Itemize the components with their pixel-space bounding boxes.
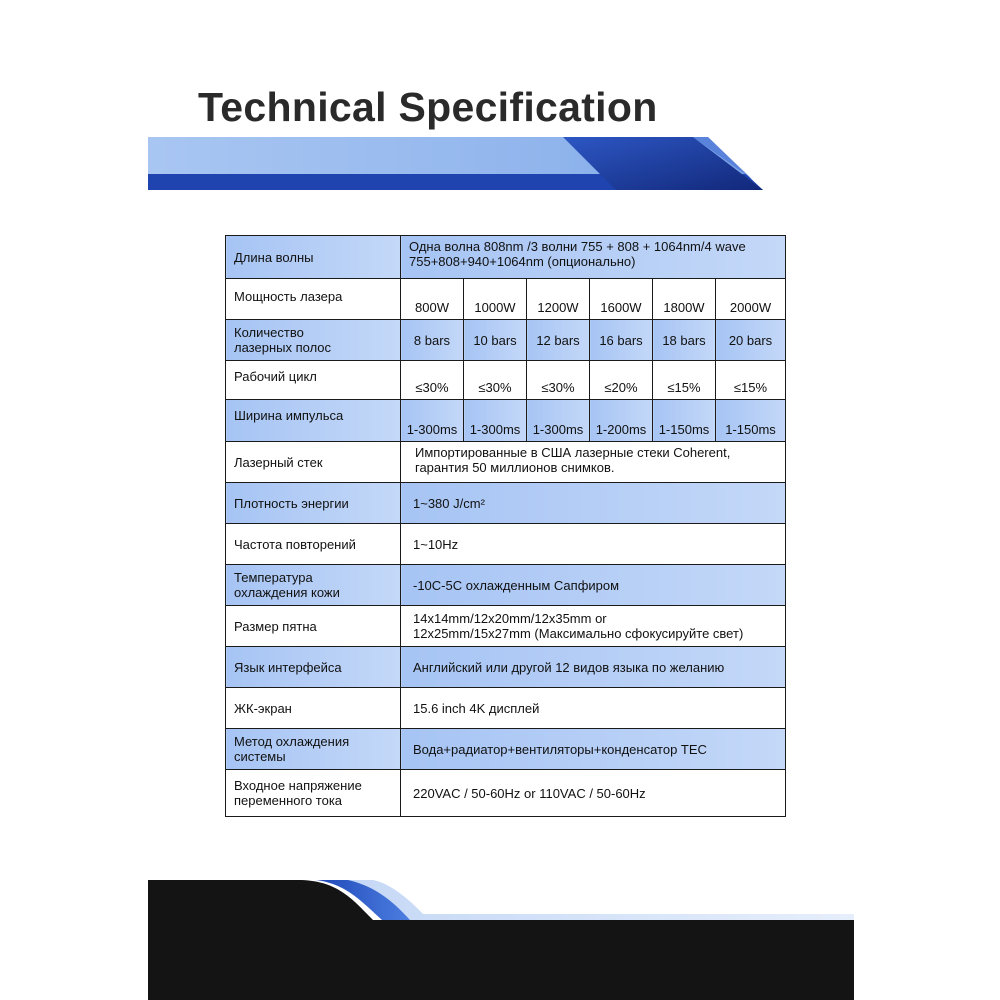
duty-value: ≤30% xyxy=(464,361,527,400)
spec-table xyxy=(225,235,786,817)
label-frequency: Частота повторений xyxy=(226,524,401,565)
value-temperature: -10C-5C охлажденным Сапфиром xyxy=(401,565,786,606)
duty-value: ≤20% xyxy=(590,361,653,400)
label-voltage-line2: переменного тока xyxy=(234,793,343,808)
value-wavelength-line1: Одна волна 808nm /3 волни 755 + 808 + 1064nm/4 wave xyxy=(409,239,746,254)
value-cooling: Вода+радиатор+вентиляторы+конденсатор TEC xyxy=(401,729,786,770)
duty-value: ≤30% xyxy=(527,361,590,400)
label-temperature-line2: охлаждения кожи xyxy=(234,585,340,600)
row-energy xyxy=(226,483,786,524)
row-pulse xyxy=(226,400,786,442)
label-temperature xyxy=(226,565,401,606)
row-lcd xyxy=(226,688,786,729)
row-duty xyxy=(226,361,786,400)
label-wavelength: Длина волны xyxy=(226,236,401,279)
label-power: Мощность лазера xyxy=(226,279,401,320)
pulse-value: 1-300ms xyxy=(527,400,590,442)
label-bars xyxy=(226,320,401,361)
row-wavelength xyxy=(226,236,786,279)
label-bars-line1: Количество xyxy=(234,325,304,340)
value-stack-line2: гарантия 50 миллионов снимков. xyxy=(415,460,615,475)
bars-value: 8 bars xyxy=(401,320,464,361)
label-stack: Лазерный стек xyxy=(226,442,401,483)
label-cooling xyxy=(226,729,401,770)
value-stack xyxy=(401,442,786,483)
value-language: Английский или другой 12 видов языка по желанию xyxy=(401,647,786,688)
label-cooling-line2: системы xyxy=(234,749,286,764)
power-value: 800W xyxy=(401,279,464,320)
label-bars-line2: лазерных полос xyxy=(234,340,332,355)
row-frequency xyxy=(226,524,786,565)
row-stack xyxy=(226,442,786,483)
bars-value: 16 bars xyxy=(590,320,653,361)
row-bars xyxy=(226,320,786,361)
row-voltage xyxy=(226,770,786,817)
pulse-value: 1-150ms xyxy=(653,400,716,442)
power-value: 1200W xyxy=(527,279,590,320)
label-voltage xyxy=(226,770,401,817)
label-pulse: Ширина импульса xyxy=(226,400,401,442)
power-value: 1000W xyxy=(464,279,527,320)
row-cooling xyxy=(226,729,786,770)
bars-value: 18 bars xyxy=(653,320,716,361)
value-energy: 1~380 J/cm² xyxy=(401,483,786,524)
value-spot-line2: 12x25mm/15x27mm (Максимально сфокусируйте свет) xyxy=(413,626,744,641)
label-cooling-line1: Метод охлаждения xyxy=(234,734,350,749)
power-value: 1800W xyxy=(653,279,716,320)
value-spot xyxy=(401,606,786,647)
page-title: Technical Specification xyxy=(198,84,658,130)
value-wavelength xyxy=(401,236,786,279)
value-stack-line1: Импортированные в США лазерные стеки Coherent, xyxy=(415,445,731,460)
power-value: 2000W xyxy=(716,279,786,320)
label-duty: Рабочий цикл xyxy=(226,361,401,400)
pulse-value: 1-300ms xyxy=(464,400,527,442)
label-language: Язык интерфейса xyxy=(226,647,401,688)
label-voltage-line1: Входное напряжение xyxy=(234,778,362,793)
label-energy: Плотность энергии xyxy=(226,483,401,524)
bars-value: 10 bars xyxy=(464,320,527,361)
header-banner xyxy=(148,137,763,191)
value-lcd: 15.6 inch 4K дисплей xyxy=(401,688,786,729)
row-spot xyxy=(226,606,786,647)
duty-value: ≤30% xyxy=(401,361,464,400)
power-value: 1600W xyxy=(590,279,653,320)
value-wavelength-line2: 755+808+940+1064nm (опционально) xyxy=(409,254,636,269)
value-voltage: 220VAC / 50-60Hz or 110VAC / 50-60Hz xyxy=(401,770,786,817)
pulse-value: 1-300ms xyxy=(401,400,464,442)
label-temperature-line1: Температура xyxy=(234,570,313,585)
pulse-value: 1-200ms xyxy=(590,400,653,442)
duty-value: ≤15% xyxy=(716,361,786,400)
row-temperature xyxy=(226,565,786,606)
value-spot-line1: 14x14mm/12x20mm/12x35mm or xyxy=(413,611,607,626)
footer-band xyxy=(148,880,854,1000)
row-language xyxy=(226,647,786,688)
bars-value: 20 bars xyxy=(716,320,786,361)
label-spot: Размер пятна xyxy=(226,606,401,647)
duty-value: ≤15% xyxy=(653,361,716,400)
label-lcd: ЖК-экран xyxy=(226,688,401,729)
pulse-value: 1-150ms xyxy=(716,400,786,442)
bars-value: 12 bars xyxy=(527,320,590,361)
value-frequency: 1~10Hz xyxy=(401,524,786,565)
row-power xyxy=(226,279,786,320)
